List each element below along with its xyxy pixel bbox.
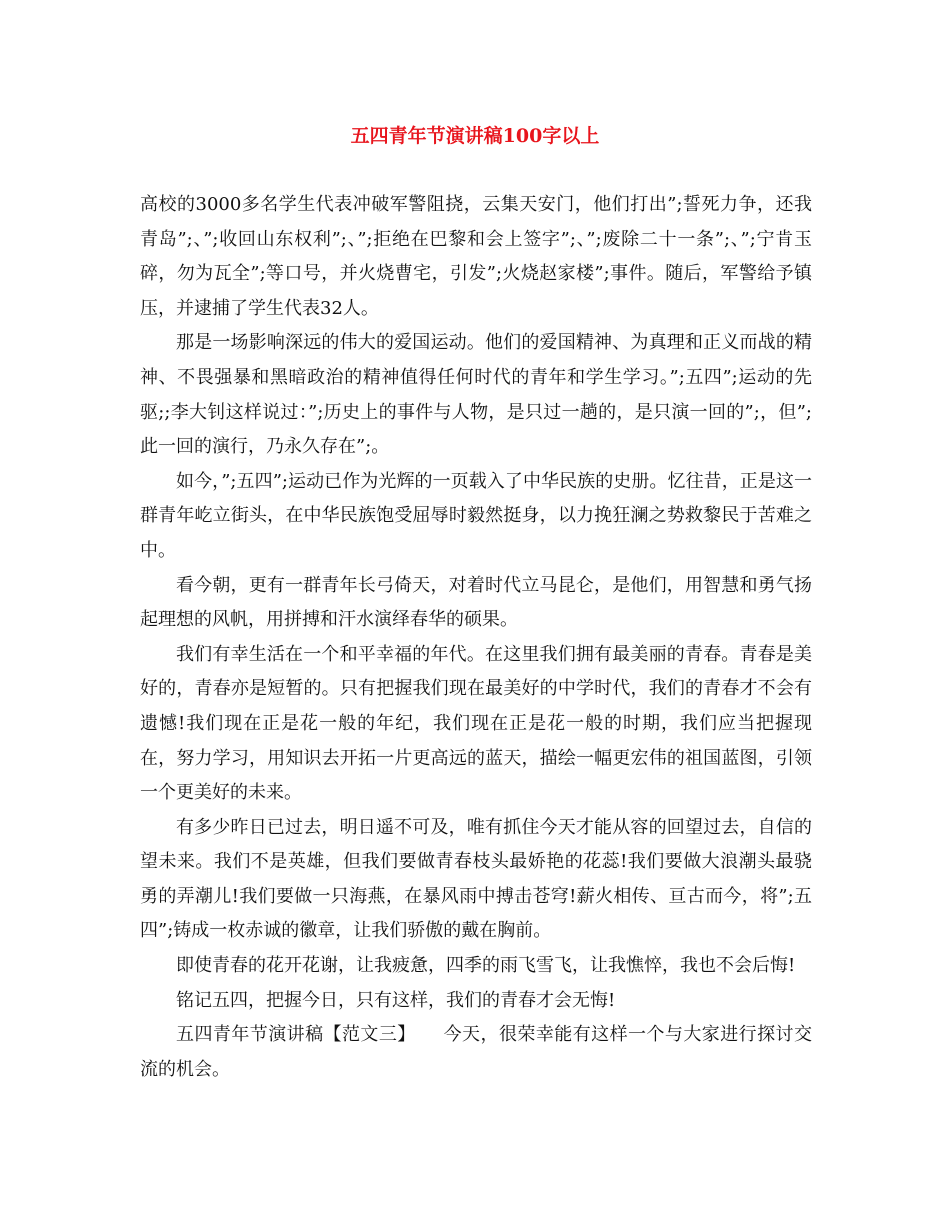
paragraph-5: 我们有幸生活在一个和平幸福的年代。在这里我们拥有最美丽的青春。青春是美好的，青春亦是短暂的。只有把握我们现在最美好的中学时代，我们的青春才不会有遗憾!我们现在正是花一般的年纪，我们现在正是花一般的时期，我们应当把握现在，努力学习，用知识去开拓一片更高远的蓝天，描绘一幅更宏伟的祖国蓝图，引领一个更美好的未来。 [140,643,812,804]
paragraph-3: 如今，”;五四”;运动已作为光辉的一页载入了中华民族的史册。忆往昔，正是这一群青年屹立街头，在中华民族饱受屈辱时毅然挺身，以力挽狂澜之势救黎民于苦难之中。 [140,470,812,561]
paragraph-7: 即使青春的花开花谢，让我疲惫，四季的雨飞雪飞，让我憔悴，我也不会后悔! [176,955,796,977]
document-title: 五四青年节演讲稿100字以上 [350,125,600,147]
document-body [140,188,812,1087]
paragraph-4: 看今朝，更有一群青年长弓倚天，对着时代立马昆仑，是他们，用智慧和勇气扬起理想的风帆，用拼搏和汗水演绎春华的硕果。 [140,574,812,631]
paragraph-1: 高校的3000多名学生代表冲破军警阻挠，云集天安门，他们打出”;誓死力争，还我青岛”;、”;收回山东权利”;、”;拒绝在巴黎和会上签字”;、”;废除二十一条”;、”;宁肯玉碎，勿为瓦全”;等口号，并火烧曹宅，引发”;火烧赵家楼”;事件。随后，军警给予镇压，并逮捕了学生代表32人。 [140,194,812,319]
paragraph-8: 铭记五四，把握今日，只有这样，我们的青春才会无悔! [176,989,616,1011]
paragraph-9: 五四青年节演讲稿【范文三】 今天，很荣幸能有这样一个与大家进行探讨交流的机会。 [140,1024,812,1080]
paragraph-2: 那是一场影响深远的伟大的爱国运动。他们的爱国精神、为真理和正义而战的精神、不畏强暴和黑暗政治的精神值得任何时代的青年和学生学习。”;五四”;运动的先驱;;李大钊这样说过：”;历史上的事件与人物，是只过一趟的，是只演一回的”;，但”;此一回的演行，乃永久存在”;。 [140,332,812,458]
paragraph-6: 有多少昨日已过去，明日遥不可及，唯有抓住今天才能从容的回望过去，自信的望未来。我们不是英雄，但我们要做青春枝头最娇艳的花蕊!我们要做大浪潮头最骁勇的弄潮儿!我们要做一只海燕，在暴风雨中搏击苍穹!薪火相传、亘古而今，将”;五四”;铸成一枚赤诚的徽章，让我们骄傲的戴在胸前。 [140,816,812,942]
